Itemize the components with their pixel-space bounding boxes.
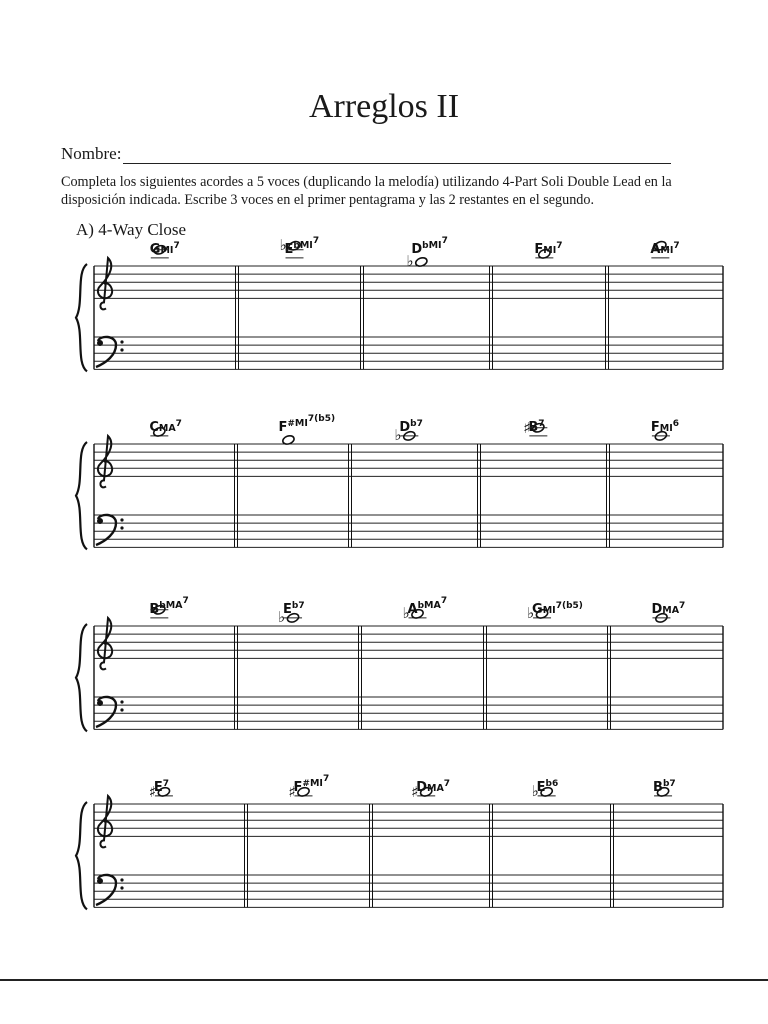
- sharp-accidental-icon: ♯: [411, 782, 419, 801]
- chord-symbol: $D^bMI^7$: [411, 236, 448, 257]
- grand-staff-system: [0, 404, 768, 554]
- flat-accidental-icon: ♭: [406, 251, 414, 270]
- bass-staff: [94, 697, 723, 729]
- flat-accidental-icon: ♭: [394, 425, 402, 444]
- bass-staff: [94, 337, 723, 369]
- flat-accidental-icon: ♭: [279, 235, 287, 254]
- chord-symbol: $B^bMA^7$: [149, 596, 189, 617]
- bass-clef-icon: [96, 697, 124, 727]
- name-blank-line[interactable]: [123, 147, 671, 164]
- flat-accidental-icon: ♭: [402, 603, 410, 622]
- chord-symbol: $D^{b7}$: [399, 419, 423, 435]
- staff-brace: [76, 802, 87, 909]
- chord-symbol: $F^{\#}MI^{7(b5)}$: [278, 414, 336, 435]
- chord-symbol: $B^7$: [528, 419, 545, 435]
- chord-symbol: AMI$^7$: [650, 241, 680, 257]
- bass-staff: [94, 875, 723, 907]
- chord-symbol: $E^{b7}$: [283, 601, 305, 617]
- chord-symbol: $E^bMI^7$: [284, 236, 320, 257]
- treble-staff: [94, 266, 723, 298]
- staff-brace: [76, 442, 87, 549]
- name-label: Nombre:: [61, 144, 122, 163]
- chord-symbol: CMA$^7$: [149, 419, 182, 435]
- chord-symbol: GMI$^7$: [149, 241, 180, 257]
- bass-staff: [94, 515, 723, 547]
- flat-accidental-icon: ♭: [531, 781, 539, 800]
- treble-staff: [94, 626, 723, 658]
- bass-clef-icon: [96, 875, 124, 905]
- chord-symbol: $GMI^{7(b5)}$: [532, 601, 583, 617]
- flat-accidental-icon: ♭: [278, 607, 286, 626]
- staff-brace: [76, 264, 87, 371]
- bass-clef-icon: [96, 337, 124, 367]
- sharp-accidental-icon: ♯: [523, 418, 531, 437]
- chord-symbol: DMA$^7$: [651, 601, 686, 617]
- treble-staff: [94, 444, 723, 476]
- grand-staff-system: [0, 586, 768, 736]
- chord-symbol: $E^{b6}$: [536, 779, 559, 795]
- page-bottom-rule: [0, 979, 768, 981]
- flat-accidental-icon: ♭: [527, 603, 535, 622]
- page-title: Arreglos II: [308, 88, 460, 125]
- section-heading: A) 4-Way Close: [76, 220, 187, 239]
- grand-staff-system: [0, 764, 768, 914]
- treble-staff: [94, 804, 723, 836]
- sharp-accidental-icon: ♯: [148, 782, 157, 801]
- chord-symbol: FMI$^6$: [650, 419, 680, 435]
- chord-symbol: $E^7$: [153, 779, 170, 795]
- name-field-row: [61, 144, 671, 164]
- sharp-accidental-icon: ♯: [288, 782, 296, 801]
- chord-symbol: $F^{\#}MI^7$: [293, 774, 330, 795]
- staff-brace: [76, 624, 87, 731]
- chord-symbol: $A^bMA^7$: [407, 596, 448, 617]
- instructions-text: Completa los siguientes acordes a 5 voces (duplicando la melodía) utilizando 4-Part Soli Double Lead en la disposición indicada. Escribe 3 voces en el primer pentagrama y las 2 restantes en el segundo.: [61, 174, 672, 208]
- bass-clef-icon: [96, 515, 124, 545]
- grand-staff-system: [0, 226, 768, 376]
- chord-symbol: $B^{b7}$: [653, 779, 676, 795]
- chord-symbol: FMI$^7$: [534, 241, 563, 257]
- chord-symbol: DMA$^7$: [416, 779, 451, 795]
